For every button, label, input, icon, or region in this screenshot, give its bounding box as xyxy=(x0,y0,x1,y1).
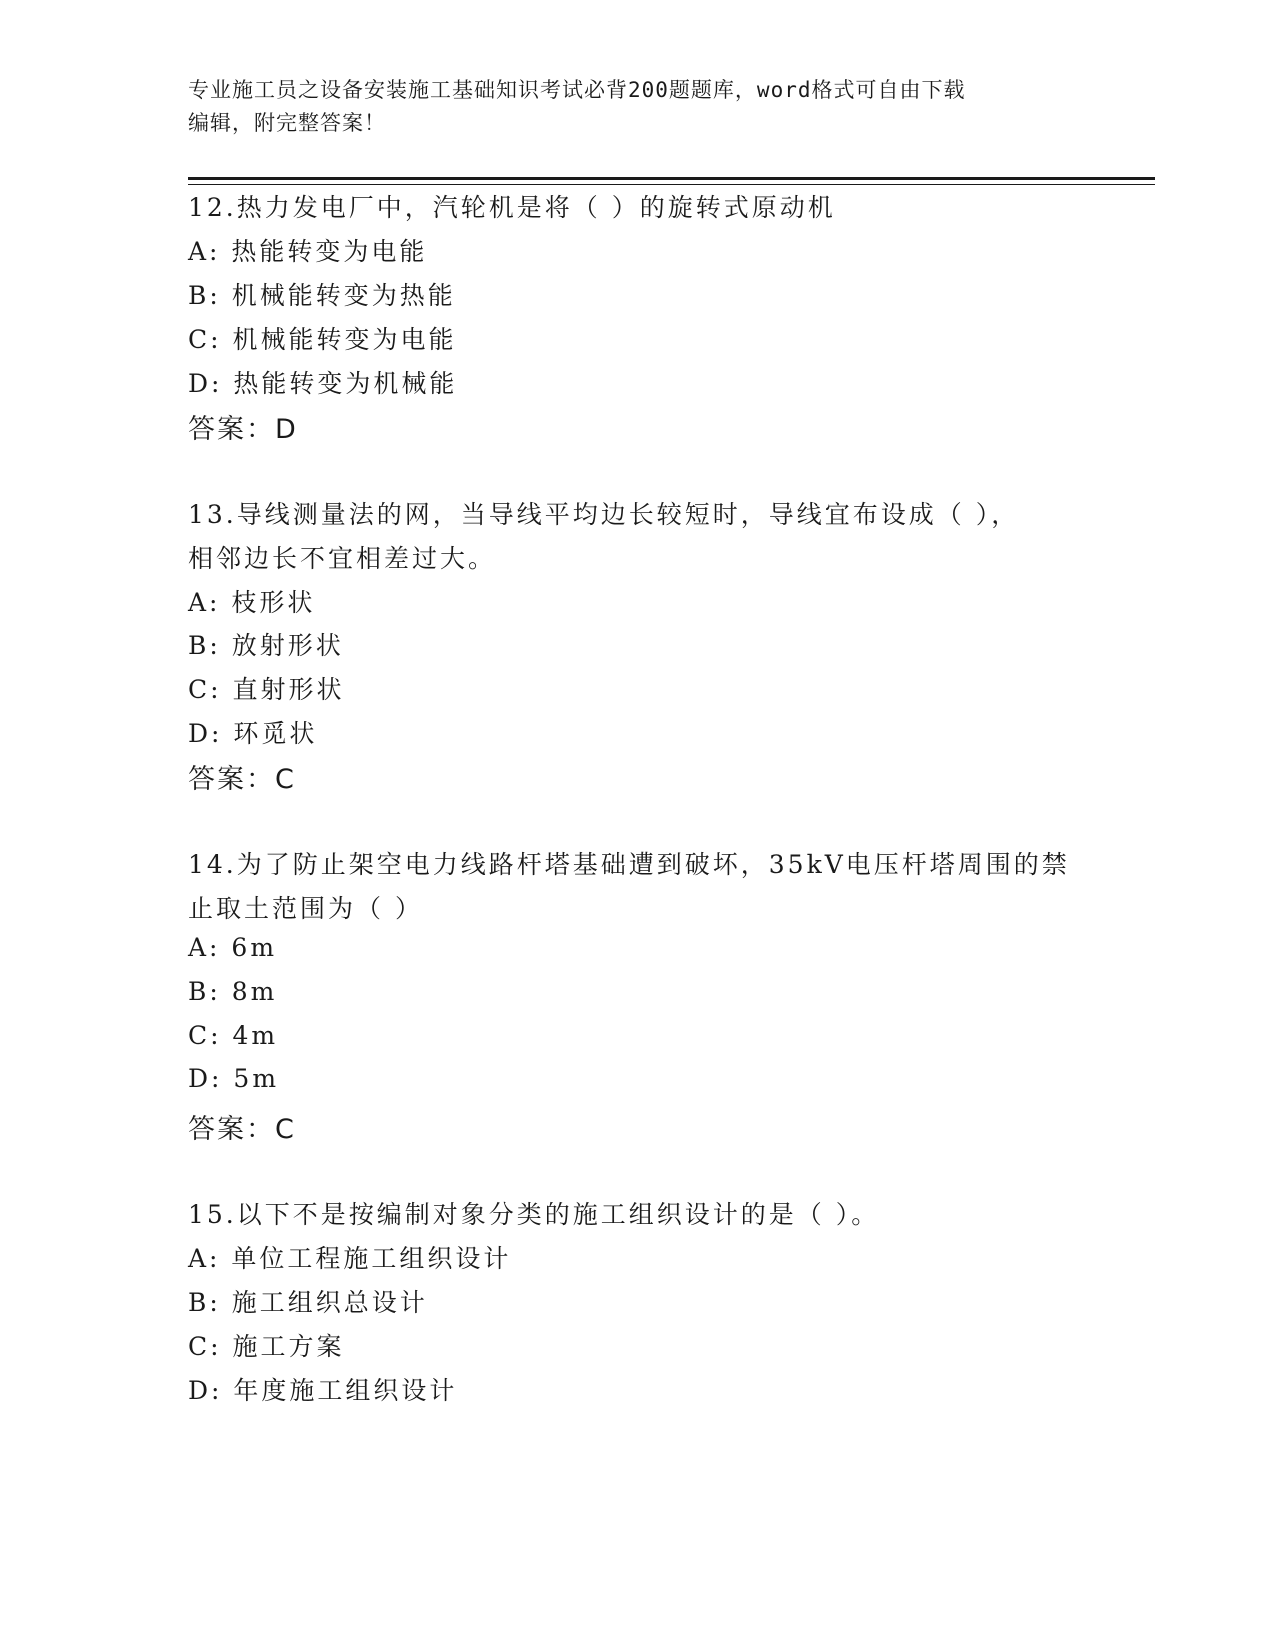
question-14-answer: 答案：C xyxy=(188,1114,296,1145)
question-12-stem-line-1: 12.热力发电厂中，汽轮机是将（ ）的旋转式原动机 xyxy=(188,193,836,222)
question-13-option-d: D: 环觅状 xyxy=(188,719,318,748)
question-13-answer: 答案：C xyxy=(188,764,296,795)
question-13-option-c: C: 直射形状 xyxy=(188,675,345,704)
header-divider-thin xyxy=(188,184,1155,185)
question-13-stem-line-2: 相邻边长不宜相差过大。 xyxy=(188,544,497,573)
header-line-2: 编辑，附完整答案！ xyxy=(188,111,386,135)
question-12-option-d: D: 热能转变为机械能 xyxy=(188,369,458,398)
question-15-stem-line-1: 15.以下不是按编制对象分类的施工组织设计的是（ ）。 xyxy=(188,1200,880,1229)
question-15-option-d: D: 年度施工组织设计 xyxy=(188,1376,458,1405)
question-15-option-c: C: 施工方案 xyxy=(188,1332,345,1361)
question-14-stem-line-1: 14.为了防止架空电力线路杆塔基础遭到破坏，35kV电压杆塔周围的禁 xyxy=(188,850,1070,879)
question-15-option-a: A: 单位工程施工组织设计 xyxy=(188,1244,512,1273)
question-14-option-b: B: 8m xyxy=(188,977,278,1006)
document-header xyxy=(188,74,1068,140)
question-13-stem-line-1: 13.导线测量法的网，当导线平均边长较短时，导线宜布设成（ ）， xyxy=(188,500,1020,529)
question-13-option-a: A: 枝形状 xyxy=(188,588,316,617)
question-14-option-d: D: 5m xyxy=(188,1064,280,1093)
question-14-option-a: A: 6m xyxy=(188,933,278,962)
header-line-1: 专业施工员之设备安装施工基础知识考试必背200题题库，word格式可自由下载 xyxy=(188,78,966,102)
question-12-option-b: B: 机械能转变为热能 xyxy=(188,281,456,310)
question-12-option-a: A: 热能转变为电能 xyxy=(188,237,428,266)
question-15-option-b: B: 施工组织总设计 xyxy=(188,1288,428,1317)
question-14-option-c: C: 4m xyxy=(188,1021,279,1050)
question-13-option-b: B: 放射形状 xyxy=(188,631,344,660)
question-14-stem-line-2: 止取土范围为（ ） xyxy=(188,894,423,923)
question-12-answer: 答案：D xyxy=(188,414,298,445)
header-divider-thick xyxy=(188,177,1155,180)
question-12-option-c: C: 机械能转变为电能 xyxy=(188,325,457,354)
